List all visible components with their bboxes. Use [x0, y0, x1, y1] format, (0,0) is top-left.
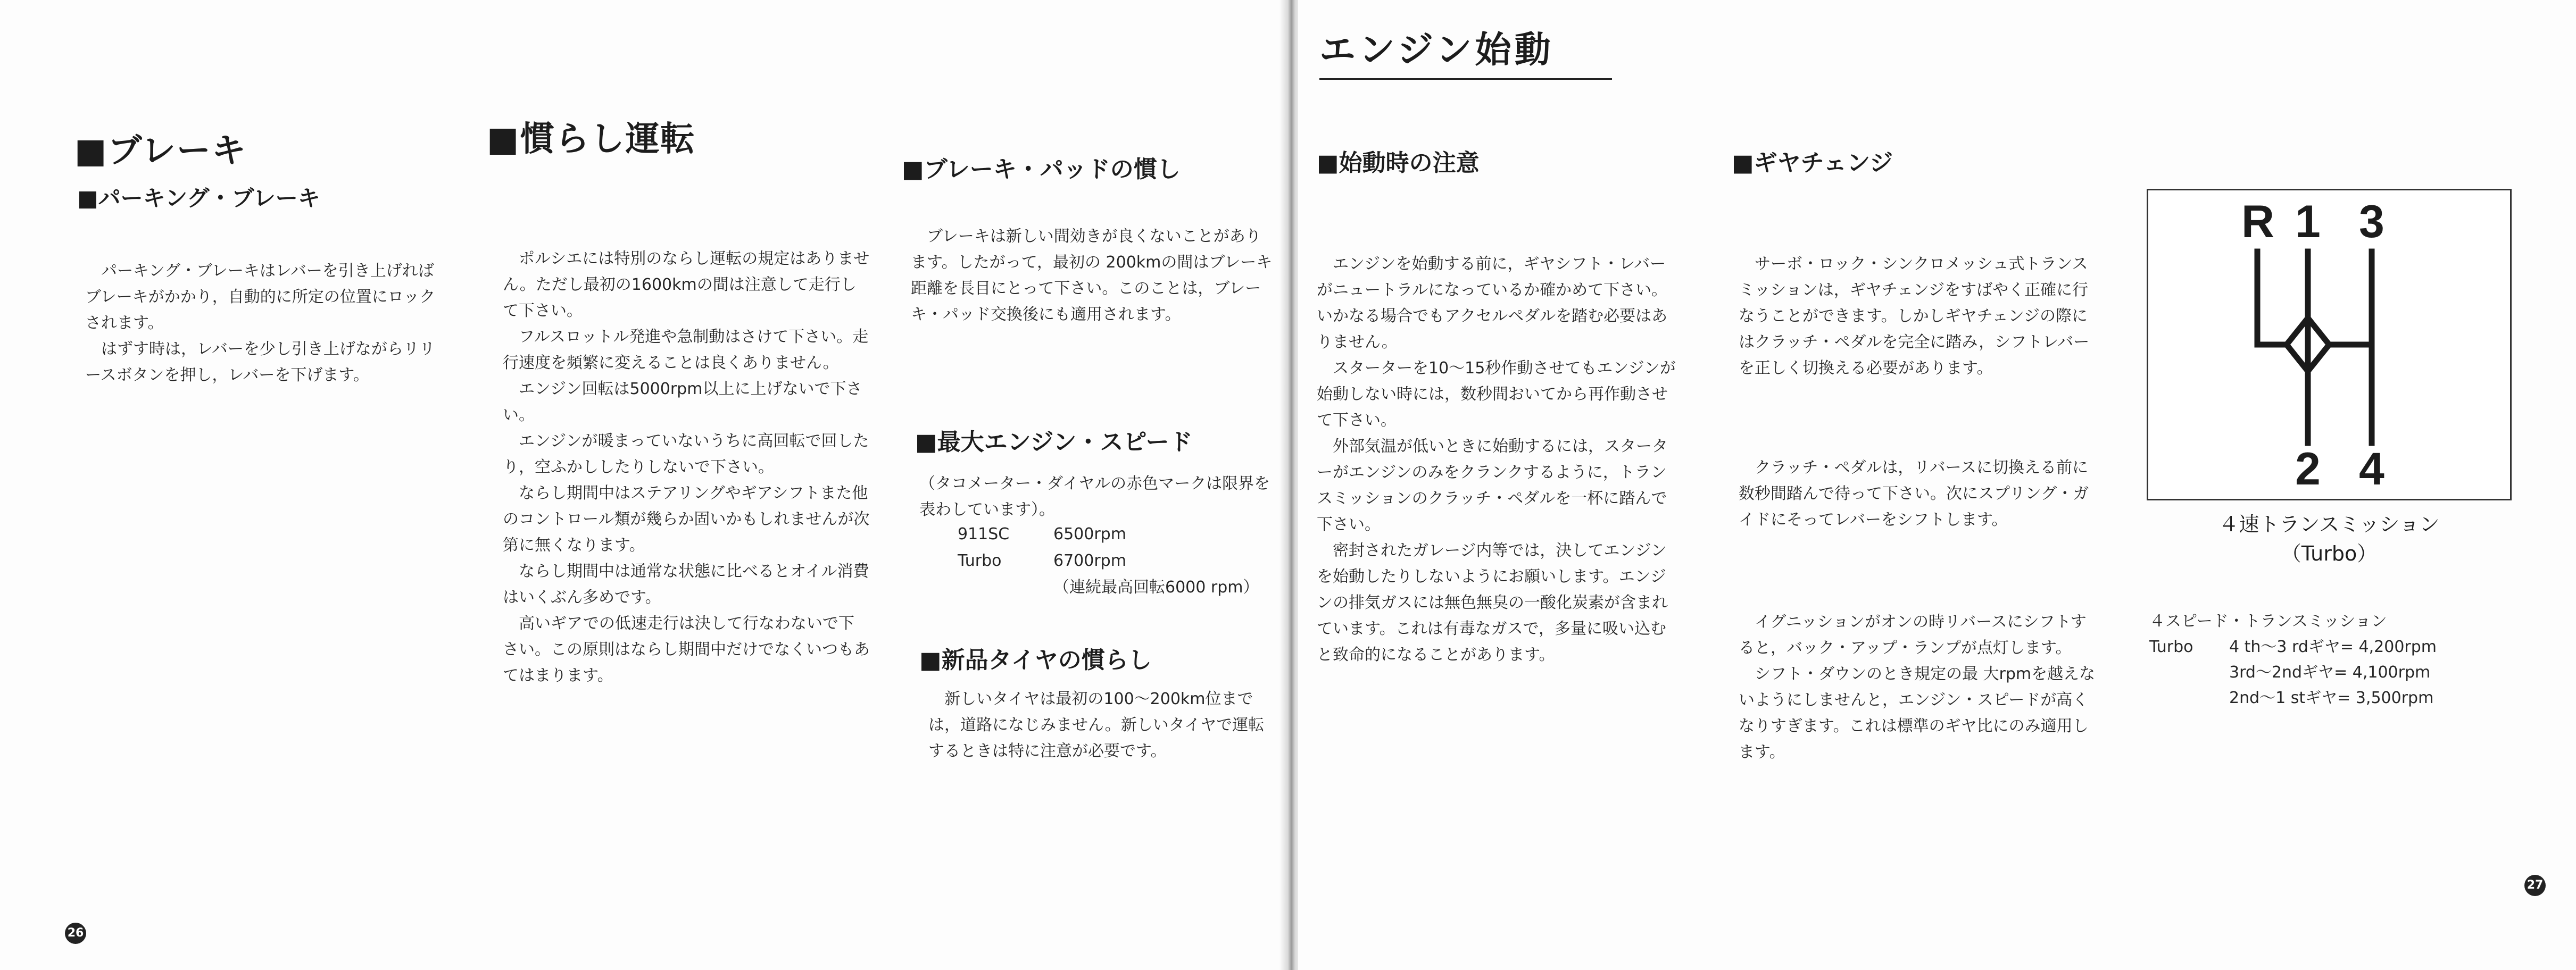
- diagram-caption-line1: ４速トランスミッション: [2218, 513, 2440, 536]
- max-engine-speed-heading: ■最大エンジン・スピード: [915, 429, 1193, 456]
- shift-pattern-diagram: [2147, 189, 2512, 500]
- diagram-caption: [2147, 508, 2512, 566]
- gear-change-text-3: [1739, 609, 2100, 765]
- paragraph: 新しいタイヤは最初の100〜200km位までは，道路になじみません。新しいタイヤで運転するときは特に注意が必要です。: [928, 690, 1265, 760]
- downshift-heading: ４スピード・トランスミッション: [2149, 612, 2387, 631]
- paragraph: ブレーキは新しい間効きが良くないことがあります。したがって，最初の 200kmの間はブレーキ距離を長目にとって下さい。このことは，ブレーキ・パッド交換後にも適用されます。: [911, 227, 1273, 324]
- max-engine-speed-intro: （タコメーター・ダイヤルの赤色マークは限界を表わしています）。: [919, 474, 1270, 519]
- page-number: 26: [65, 923, 86, 944]
- paragraph: フルスロットル発進や急制動はさけて下さい。走行速度を頻繁に変えることは良くありません。: [503, 328, 869, 372]
- left-page: [0, 0, 1285, 970]
- downshift-value: 3rd〜2ndギヤ= 4,100rpm: [2229, 663, 2431, 682]
- paragraph: イグニッションがオンの時リバースにシフトすると，バック・アップ・ランプが点灯します。: [1739, 613, 2087, 657]
- diagram-caption-line2: （Turbo）: [2281, 542, 2378, 565]
- title-block: [1319, 21, 1612, 80]
- new-tires-heading: ■新品タイヤの慣らし: [919, 647, 1152, 674]
- paragraph: シフト・ダウンのとき規定の最 大rpmを越えないようにしませんと，エンジン・スピードが高くなりすぎます。これは標準のギヤ比にのみ適用します。: [1739, 665, 2096, 762]
- gear-label-2: 2: [2295, 444, 2321, 495]
- gear-change-text-2: [1739, 455, 2100, 533]
- gear-change-heading: ■ギヤチェンジ: [1732, 149, 1893, 177]
- paragraph: クラッチ・ペダルは，リバースに切換える前に数秒間踏んで待って下さい。次にスプリング・ガイドにそってレバーをシフトします。: [1739, 458, 2089, 529]
- gear-label-4: 4: [2359, 444, 2384, 495]
- paragraph: ならし期間中は通常な状態に比べるとオイル消費はいくぶん多めです。: [503, 562, 869, 607]
- brake-pads-text: [911, 223, 1273, 328]
- downshift-row: [2149, 634, 2437, 660]
- downshift-row: [2149, 685, 2437, 711]
- downshift-table: [2149, 609, 2437, 711]
- downshift-value: 2nd〜1 stギヤ= 3,500rpm: [2229, 689, 2434, 707]
- paragraph: パーキング・ブレーキはレバーを引き上げればブレーキがかかり，自動的に所定の位置にロックされます。: [85, 262, 436, 332]
- gear-change-text-1: [1739, 251, 2100, 381]
- paragraph: エンジン回転は5000rpm以上に上げないで下さい。: [503, 380, 862, 424]
- rpm-row: [958, 574, 1259, 601]
- title-underline: [1319, 78, 1612, 80]
- rpm-row: [958, 521, 1259, 548]
- paragraph: スターターを10〜15秒作動させてもエンジンが始動しない時には，数秒間おいてから再作動させて下さい。: [1317, 359, 1676, 430]
- rpm-row: [958, 548, 1259, 574]
- starting-heading: ■始動時の注意: [1317, 149, 1480, 177]
- parking-brake-heading: ■パーキング・ブレーキ: [77, 185, 320, 211]
- starting-text: [1317, 251, 1678, 668]
- brakes-heading: ■ブレーキ: [74, 131, 247, 171]
- gear-label-1: 1: [2295, 196, 2321, 247]
- gear-label-3: 3: [2359, 196, 2384, 247]
- paragraph: エンジンを始動する前に，ギヤシフト・レバーがニュートラルになっているか確かめて下さい。いかなる場合でもアクセルペダルを踏む必要はありません。: [1317, 255, 1668, 352]
- brake-pads-heading: ■ブレーキ・パッドの慣し: [902, 156, 1181, 183]
- rpm-value: 6500rpm: [1053, 525, 1126, 543]
- paragraph: サーボ・ロック・シンクロメッシュ式トランスミッションは，ギヤチェンジをすばやく正確に行なうことができます。しかしギヤチェンジの際にはクラッチ・ペダルを完全に踏み，シフトレバーを正しく切換える必要があります。: [1739, 255, 2090, 378]
- break-in-text: [503, 246, 870, 689]
- paragraph: 外部気温が低いときに始動するには，スターターがエンジンのみをクランクするように，トランスミッションのクラッチ・ペダルを一杯に踏んで下さい。: [1317, 437, 1668, 534]
- paragraph: エンジンが暖まっていないうちに高回転で回したり，空ふかししたりしないで下さい。: [503, 432, 869, 476]
- model-name: Turbo: [958, 551, 1002, 570]
- rpm-value: 6700rpm: [1053, 551, 1126, 570]
- downshift-heading-row: [2149, 609, 2437, 634]
- shift-pattern-lines: [2148, 190, 2510, 499]
- downshift-value: 4 th〜3 rdギヤ= 4,200rpm: [2229, 638, 2437, 656]
- paragraph: ならし期間中はステアリングやギアシフトまた他のコントロール類が幾らか固いかもしれませんが次第に無くなります。: [503, 484, 870, 555]
- downshift-row: [2149, 660, 2437, 685]
- page-number: 27: [2524, 875, 2546, 896]
- parking-brake-text: [85, 258, 447, 388]
- paragraph: 密封されたガレージ内等では，決してエンジンを始動したりしないようにお願いします。エンジンの排気ガスには無色無臭の一酸化炭素が含まれています。これは有毒なガスで，多量に吸い込むと致命的になることがあります。: [1317, 541, 1668, 664]
- rpm-table: [958, 521, 1259, 601]
- paragraph: はずす時は，レバーを少し引き上げながらリリースボタンを押し，レバーを下げます。: [85, 340, 435, 384]
- paragraph: ポルシエには特別のならし運転の規定はありません。ただし最初の1600kmの間は注意して走行して下さい。: [503, 249, 870, 320]
- new-tires-text: [928, 686, 1279, 764]
- model-name: Turbo: [2149, 638, 2193, 656]
- page-title: エンジン始動: [1319, 29, 1554, 71]
- break-in-heading: ■慣らし運転: [487, 120, 696, 159]
- rpm-note: （連続最高回転6000 rpm）: [1053, 578, 1259, 597]
- paragraph: 高いギアでの低速走行は決して行なわないで下さい。この原則はならし期間中だけでなくいつもあてはまります。: [503, 614, 870, 685]
- gear-label-r: R: [2241, 196, 2275, 247]
- model-name: 911SC: [958, 525, 1010, 543]
